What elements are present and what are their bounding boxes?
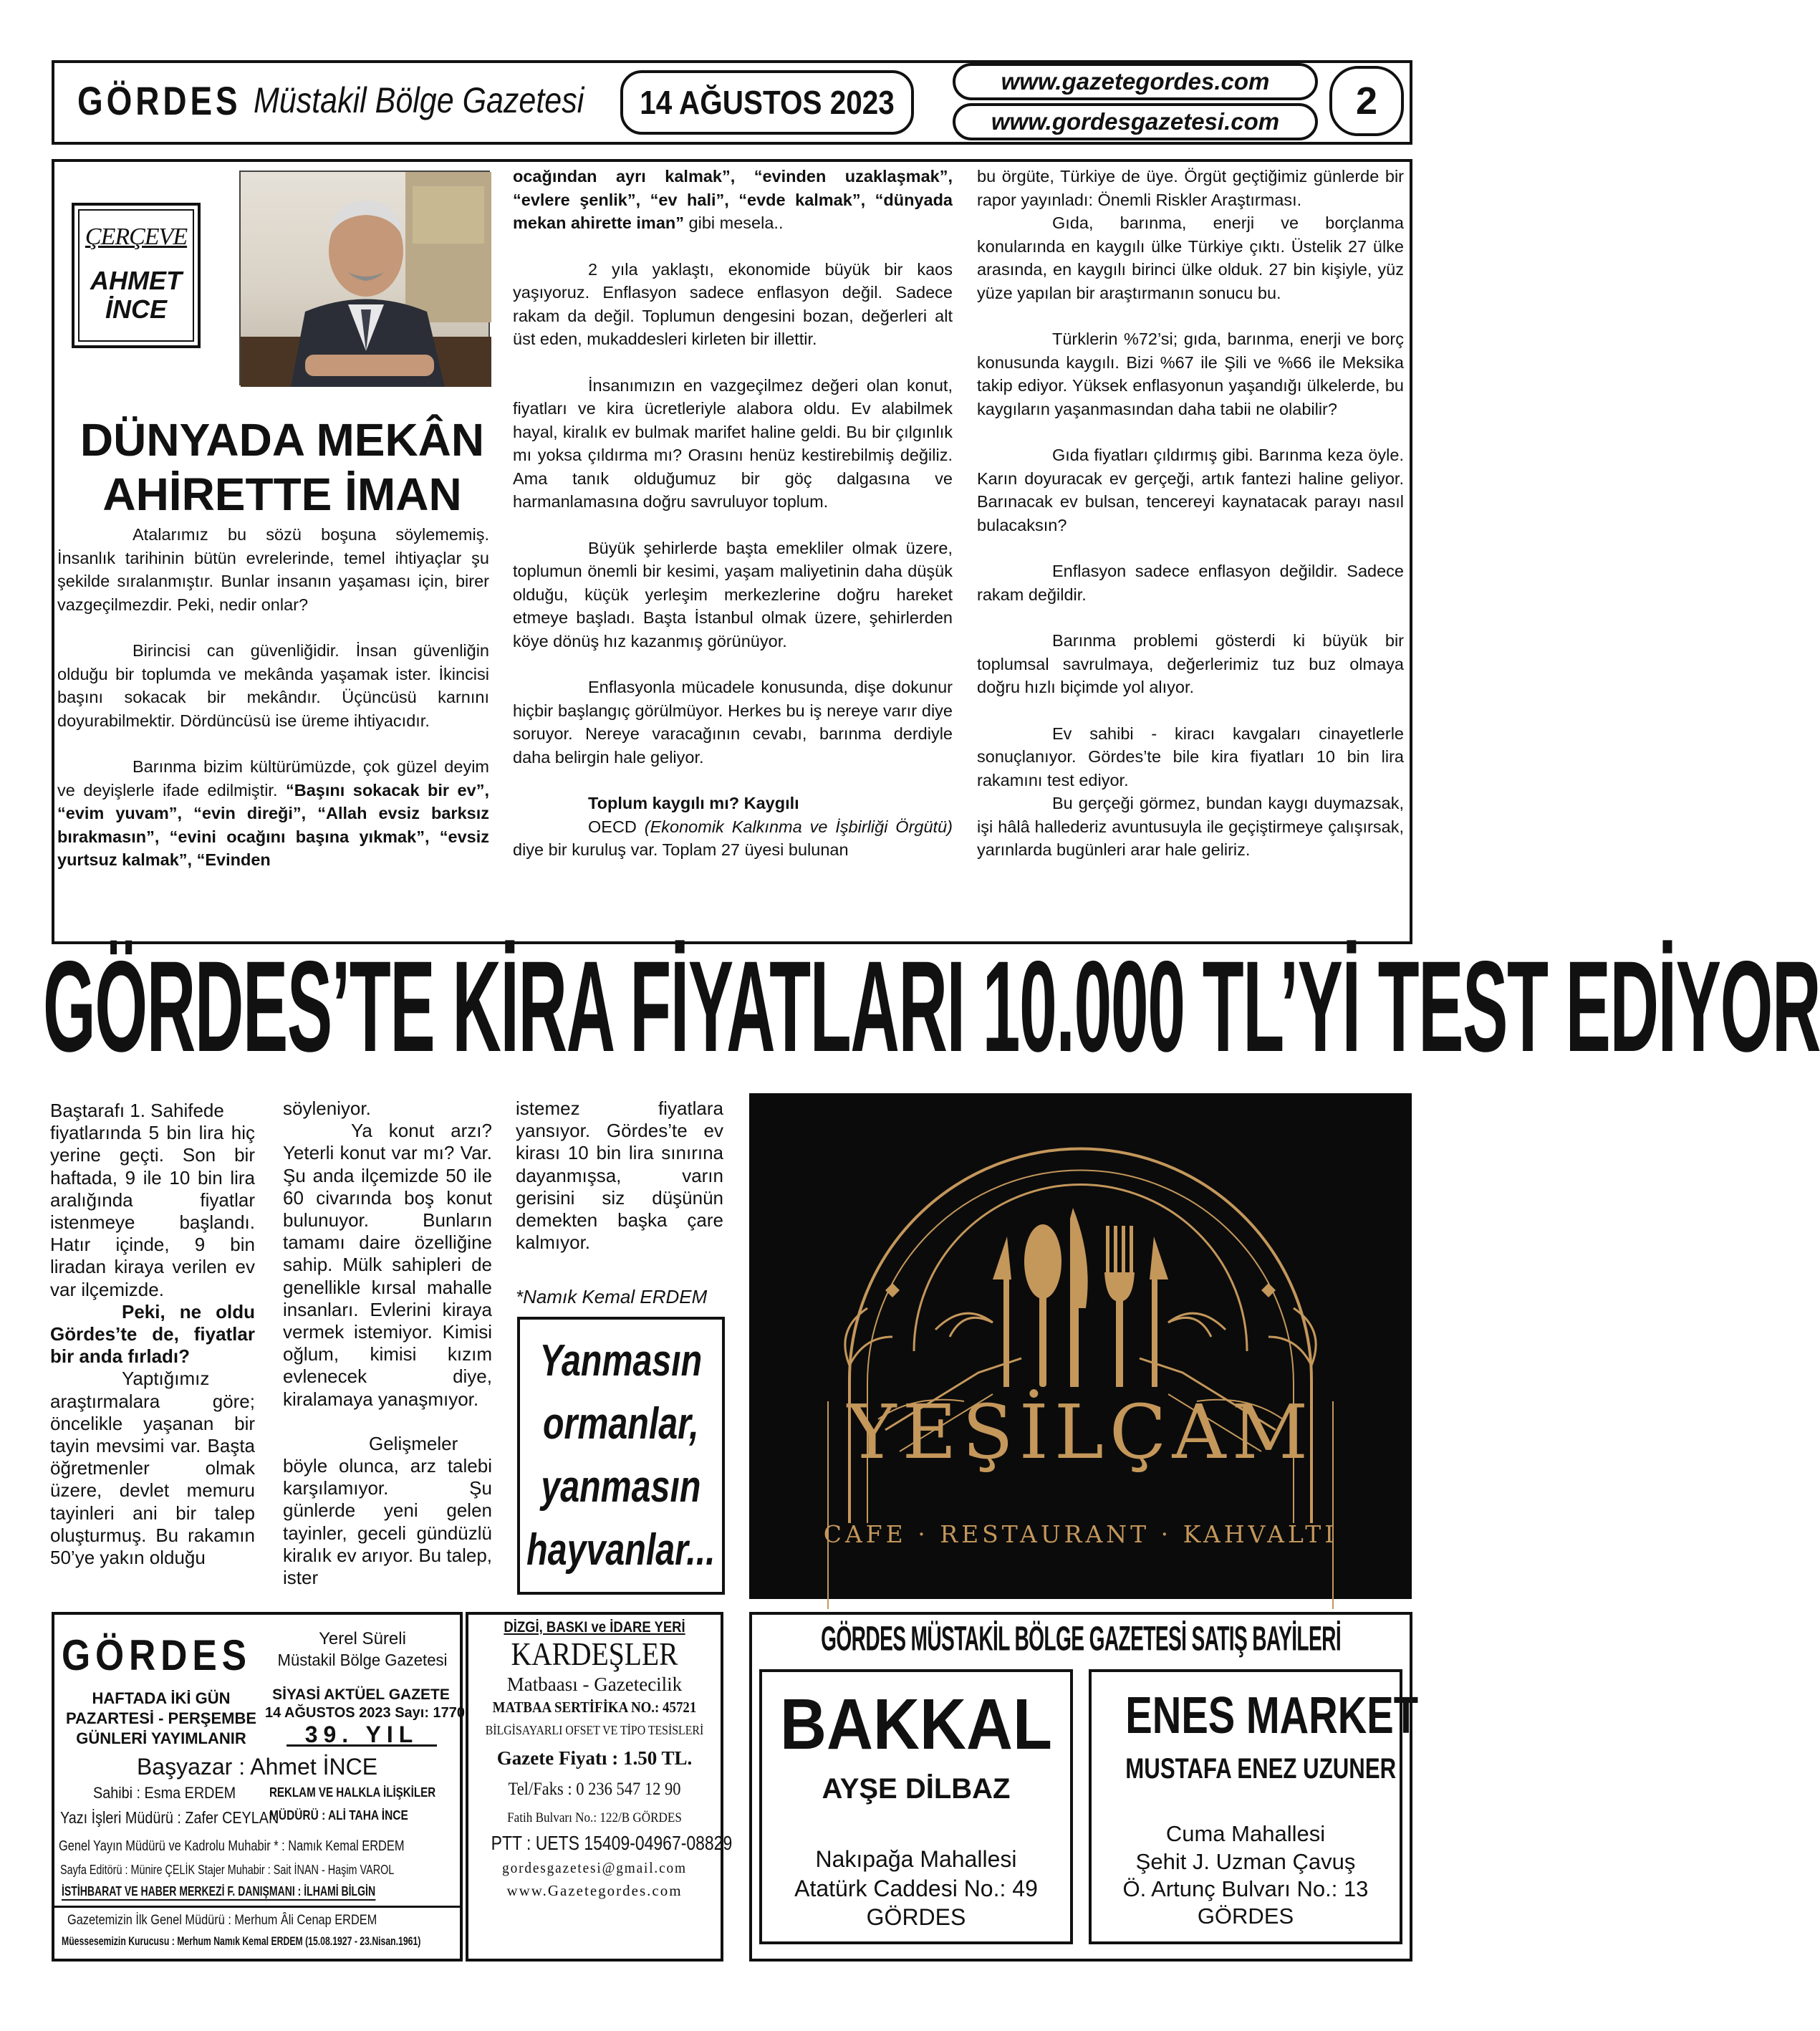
dealers-title (752, 1616, 1410, 1662)
header-web1[interactable]: www.gazetegordes.com (1001, 68, 1270, 95)
paragraph-text: Barınma bizim kültürümüzde, çok güzel deyim ve deyişlerle ifade edilmiştir. (57, 757, 489, 800)
column-logo-name1: AHMET (90, 266, 182, 295)
masthead-genel: Genel Yayın Müdürü ve Kadrolu Muhabir * : Namık Kemal ERDEM (59, 1838, 405, 1854)
masthead-divider (52, 1906, 463, 1908)
paragraph (57, 755, 489, 872)
printer-ptt: PTT : UETS 15409-04967-08829 (491, 1832, 733, 1854)
fire-slogan: Yanmasın ormanlar, yanmasın hayvanlar... (526, 1336, 716, 1575)
paragraph: Yaptığımız araştırmalara göre; öncelikle yaşanan bir tayin mevsimi var. Başta öğretmenler olmak üzere, devlet memuru tayinleri ani bir talep oluşturmuş. Bu rakamın 50’ye yakın olduğu (50, 1368, 255, 1569)
yesilcam-ad[interactable] (749, 1093, 1412, 1599)
column-logo-name2: İNCE (105, 294, 167, 324)
dealers-title-text: GÖRDES MÜSTAKİL BÖLGE GAZETESİ SATIŞ BAYİLERİ (821, 1619, 1341, 1658)
news-column-3 (516, 1098, 723, 1277)
header-brand (77, 72, 637, 129)
dealer-enes-addr4: GÖRDES (1197, 1903, 1294, 1929)
dealer-bakkal-addr1: Nakıpağa Mahallesi (815, 1846, 1017, 1872)
page-number: 2 (1355, 80, 1378, 123)
header-date: 14 AĞUSTOS 2023 (640, 84, 895, 121)
masthead-sayi: 14 AĞUSTOS 2023 Sayı: 1770 (265, 1705, 466, 1721)
header-web1-box (953, 63, 1318, 100)
masthead-kurucu: Müessesemizin Kurucusu : Merhum Namık Kemal ERDEM (15.08.1927 - 23.Nisan.1961) (62, 1934, 421, 1948)
masthead-istihbarat: İSTİHBARAT VE HABER MERKEZİ F. DANIŞMANI : İLHAMİ BİLGİN (62, 1884, 375, 1901)
header-brand-name: GÖRDES (77, 77, 241, 123)
paragraph-text: OECD (588, 817, 645, 836)
masthead-sahibi: Sahibi : Esma ERDEM (93, 1784, 236, 1802)
main-headline-text: GÖRDES’TE KİRA FİYATLARI 10.000 TL’Yİ TEST EDİYOR (43, 934, 1820, 1079)
paragraph: bu örgüte, Türkiye de üye. Örgüt geçtiğimiz günlerde bir rapor yayınladı: Önemli Riskler Araştırması. (977, 167, 1404, 209)
dealer-enes-addr2: Şehit J. Uzman Çavuş (1135, 1849, 1356, 1874)
masthead-brand: GÖRDES (62, 1631, 251, 1679)
paragraph: Enflasyon sadece enflasyon değildir. Sadece rakam değildir. (977, 562, 1404, 604)
header-web2-box (953, 103, 1318, 140)
main-headline (43, 934, 1820, 1079)
masthead-reklam: REKLAM VE HALKLA İLİŞKİLER (269, 1785, 436, 1800)
column-title (60, 413, 504, 522)
header-date-box (620, 70, 914, 135)
paragraph (513, 165, 953, 235)
paragraph-text: diye bir kuruluş var. Toplam 27 üyesi bulunan (513, 840, 849, 859)
paragraph: Atalarımız bu sözü boşuna söylememiş. İnsanlık tarihinin bütün evrelerinde, temel ihtiyaçlar şu şekilde sıralanmıştır. Bunlar insanın yaşaması için, birer vazgeçilmezdir. Peki, nedir onlar? (57, 525, 489, 614)
printer-dizgi: DİZGİ, BASKI ve İDARE YERİ (504, 1619, 685, 1636)
masthead-pazartesi: PAZARTESİ - PERŞEMBE (65, 1709, 257, 1727)
masthead-siyasi: SİYASİ AKTÜEL GAZETE (272, 1686, 450, 1703)
dealer-enes-addr3: Ö. Artunç Bulvarı No.: 13 (1122, 1876, 1369, 1901)
dealer-bakkal-name: BAKKAL (780, 1684, 1052, 1764)
header-web2[interactable]: www.gordesgazetesi.com (991, 108, 1280, 135)
column-text-3 (977, 165, 1404, 899)
continued-label: Baştarafı 1. Sahifede (50, 1100, 224, 1121)
masthead (57, 1618, 466, 1959)
paragraph: Türklerin %72’si; gıda, barınma, enerji ve borç konusunda kaygılı. Bizi %67 ile Şili ve %66 ile Meksika takip ediyor. Yüksek enflasyonun yaşandığı ülkelerde, bu kaygıların yaşanmasından daha tabii ne olabilir? (977, 330, 1404, 418)
masthead-yerel: Yerel Süreli (319, 1629, 406, 1648)
header-subtitle: Müstakil Bölge Gazetesi (254, 80, 584, 120)
paragraph: fiyatlarında 5 bin lira hiç yerine geçti. Son bir haftada, 9 ile 10 bin lira aralığında fiyatlar istenmeye başlandı. Hatır içinde, 9 bin liradan kiraya verilen ev var ilçemizde. (50, 1122, 255, 1300)
yesilcam-tagline: CAFE · RESTAURANT · KAHVALTI (823, 1520, 1338, 1548)
paragraph: Ya konut arzı? Yeterli konut var mı? Var. Şu anda ilçemizde 50 ile 60 civarında boş konut bulunuyor. Bunların tamamı daire özelliğine sahip. Mülk sahipleri de genellikle kırsal mahalle insanları. Evlerini kiraya vermek istemiyor. Kimisi oğlum, kimisi kızım evlenecek diye, kiralamaya yanaşmıyor. (283, 1120, 492, 1410)
column-logo-title: ÇERÇEVE (85, 224, 188, 250)
masthead-mbg: Müstakil Bölge Gazetesi (277, 1651, 448, 1669)
news-column-1 (50, 1100, 255, 1601)
page-number-box (1329, 66, 1404, 136)
paragraph: söyleniyor. (283, 1098, 371, 1119)
printer-info (468, 1616, 733, 1959)
masthead-yil: 39. YIL (287, 1722, 437, 1747)
masthead-ilk-genel: Gazetemizin İlk Genel Müdürü : Merhum Âli Cenap ERDEM (67, 1913, 377, 1928)
author-photo-illustration (241, 172, 491, 387)
dealer-enes-content (1092, 1672, 1419, 1941)
masthead-sayfa: Sayfa Editörü : Münire ÇELİK Stajer Muhabir : Sait İNAN - Haşim VAROL (60, 1863, 395, 1877)
paragraph: Büyük şehirlerde başta emekliler olmak üzere, toplumun önemli bir kesimi, yaşam maliyetinin daha düşük olduğu, küçük yerleşim merkezlerine doğru hareket etmeye başladı. Başta İstanbul olmak üzere, şehirlerden köye dönüş hız kazanmış görünüyor. (513, 538, 953, 650)
paragraph: Gıda fiyatları çıldırmış gibi. Barınma keza öyle. Karın doyuracak ev gerçeği, artık fantezi haline geliyor. Barınacak ev bulsan, tencereyi kaynatacak parayı nasıl bulacaksın? (977, 446, 1404, 534)
column-title-line2: AHİRETTE İMAN (102, 469, 462, 520)
dealer-bakkal-addr3: GÖRDES (866, 1904, 966, 1930)
masthead-gunleri: GÜNLERİ YAYIMLANIR (76, 1729, 246, 1747)
masthead-basyazar: Başyazar : Ahmet İNCE (136, 1754, 378, 1780)
fire-slogan-box (517, 1317, 725, 1595)
column-title-line1: DÜNYADA MEKÂN (80, 414, 485, 466)
idiom-list-cont: ocağından ayrı kalmak”, “evinden uzaklaşmak”, “evlere şenlik”, “ev hali”, “evde kalmak”, “dünyada mekan ahirette iman” (513, 167, 953, 232)
paragraph: İnsanımızın en vazgeçilmez değeri olan konut, fiyatları ve kira ücretleriyle alabora oldu. Ev alabilmek hayal, kiralık ev bulmak marifet haline geldi. Bu bir çılgınlık mı yoksa çıldırma mı? Orasını henüz kestirebilmiş değiliz. Ama tanık olduğumuz bir göç dalgasına ve harmanlamasına doğru savruluyor toplum. (513, 375, 953, 511)
question (50, 1301, 255, 1368)
paragraph: Bu gerçeği görmez, bundan kaygı duymazsak, işi hâlâ hallederiz avuntusuyla ile geçiştirmeye çalışırsak, yarınlarda bugünleri arar hale geliriz. (977, 794, 1404, 859)
dealer-bakkal-content (762, 1672, 1070, 1941)
printer-fiyat: Gazete Fiyatı : 1.50 TL. (496, 1747, 693, 1769)
printer-email[interactable]: gordesgazetesi@gmail.com (502, 1859, 687, 1876)
subheading (513, 792, 953, 815)
yesilcam-brand: YEŞİLÇAM (847, 1388, 1314, 1476)
oecd-expansion: (Ekonomik Kalkınma ve İşbirliği Örgütü) (644, 817, 953, 836)
column-text-2 (513, 165, 953, 899)
author-photo (239, 171, 490, 385)
dealer-enes-owner: MUSTAFA ENEZ UZUNER (1125, 1753, 1397, 1785)
paragraph (513, 815, 953, 862)
paragraph: Gıda, barınma, enerji ve borçlanma konularında en kaygılı ülke Türkiye çıktı. Üstelik 27 ülke arasında, en kaygılı birinci ülke olduk. 27 bin kişiyle, yüz yüze yapılan bir araştırmanın sonucu bu. (977, 213, 1404, 302)
dealer-bakkal-owner: AYŞE DİLBAZ (822, 1773, 1011, 1805)
idiom-list: “Başını sokacak bir ev”, “evim yuvam”, “evin direği”, “Allah evsiz barksız bırakmasın”, “evini ocağını başına yıkmak”, “evsiz yurtsuz kalmak”, “Evinden (57, 780, 489, 869)
dealer-enes-addr1: Cuma Mahallesi (1165, 1821, 1326, 1846)
paragraph: istemez fiyatlara yansıyor. Gördes’te ev kirası 10 bin lira sınırına dayanmışsa, varın gerisini siz düşünün demekten başka çare kalmıyor. (516, 1098, 723, 1254)
paragraph: 2 yıla yaklaştı, ekonomide büyük bir kaos yaşıyoruz. Enflasyon sadece enflasyon değil. Sadece rakam da değil. Toplumun dengesini bozan, değerleri alt üst eden, mukaddesleri kirleten bir illettir. (513, 259, 953, 348)
news-column-2 (283, 1098, 492, 1599)
printer-adres: Fatih Bulvarı No.: 122/B GÖRDES (507, 1810, 682, 1825)
paragraph: Birincisi can güvenliğidir. İnsan güvenliğin olduğu bir toplumda ve mekânda yaşamak ister. İkincisi başını sokacak bir mekândır. Üçüncüsü karnını doyurabilmektir. Dördüncüsü ise üreme ihtiyacıdır. (57, 641, 489, 730)
dealer-enes-name: ENES MARKET (1125, 1687, 1419, 1744)
paragraph: Enflasyonla mücadele konusunda, dişe dokunur hiçbir başlangıç görülmüyor. Herkes bu iş nereye varır diye soruyor. Nereye varacağının cevabı, barınma derdiyle daha belirgin hale geliyor. (513, 678, 953, 767)
masthead-yazi-isleri: Yazı İşleri Müdürü : Zafer CEYLAN (60, 1808, 279, 1827)
paragraph: Gelişmeler böyle olunca, arz talebi karşılamıyor. Şu günlerde yeni gelen tayinler, geceli gündüzlü kiralık ev arıyor. Bu talep, ister (283, 1432, 492, 1589)
printer-name: KARDEŞLER (511, 1636, 678, 1672)
printer-web[interactable]: www.Gazetegordes.com (506, 1882, 683, 1899)
paragraph: Barınma problemi gösterdi ki büyük bir toplumsal savrulmaya, değerlerimiz tuz buz olmaya doğru hızlı biçimde yol alıyor. (977, 631, 1404, 696)
dealer-bakkal-addr2: Atatürk Caddesi No.: 49 (794, 1876, 1038, 1901)
printer-tel: Tel/Faks : 0 236 547 12 90 (508, 1780, 681, 1799)
printer-bilgisayarli: BİLGİSAYARLI OFSET VE TİPO TESİSLERİ (485, 1723, 704, 1737)
column-logo (72, 203, 201, 348)
printer-sertifika: MATBAA SERTİFİKA NO.: 45721 (492, 1699, 697, 1716)
subheading-text: Toplum kaygılı mı? Kaygılı (588, 794, 799, 812)
column-text-1 (57, 523, 489, 896)
masthead-haftada: HAFTADA İKİ GÜN (92, 1689, 231, 1707)
news-author: *Namık Kemal ERDEM (516, 1286, 708, 1307)
masthead-mudur: MÜDÜRÜ : ALİ TAHA İNCE (269, 1808, 408, 1823)
printer-matbaa: Matbaası - Gazetecilik (506, 1674, 683, 1695)
paragraph-text: gibi mesela.. (684, 213, 784, 232)
paragraph: Ev sahibi - kiracı kavgaları cinayetlerle sonuçlanıyor. Gördes’te bile kira fiyatları 10 bin lira rakamını test ediyor. (977, 724, 1404, 789)
question-text: Peki, ne oldu Gördes’te de, fiyatlar bir anda fırladı? (50, 1300, 255, 1368)
